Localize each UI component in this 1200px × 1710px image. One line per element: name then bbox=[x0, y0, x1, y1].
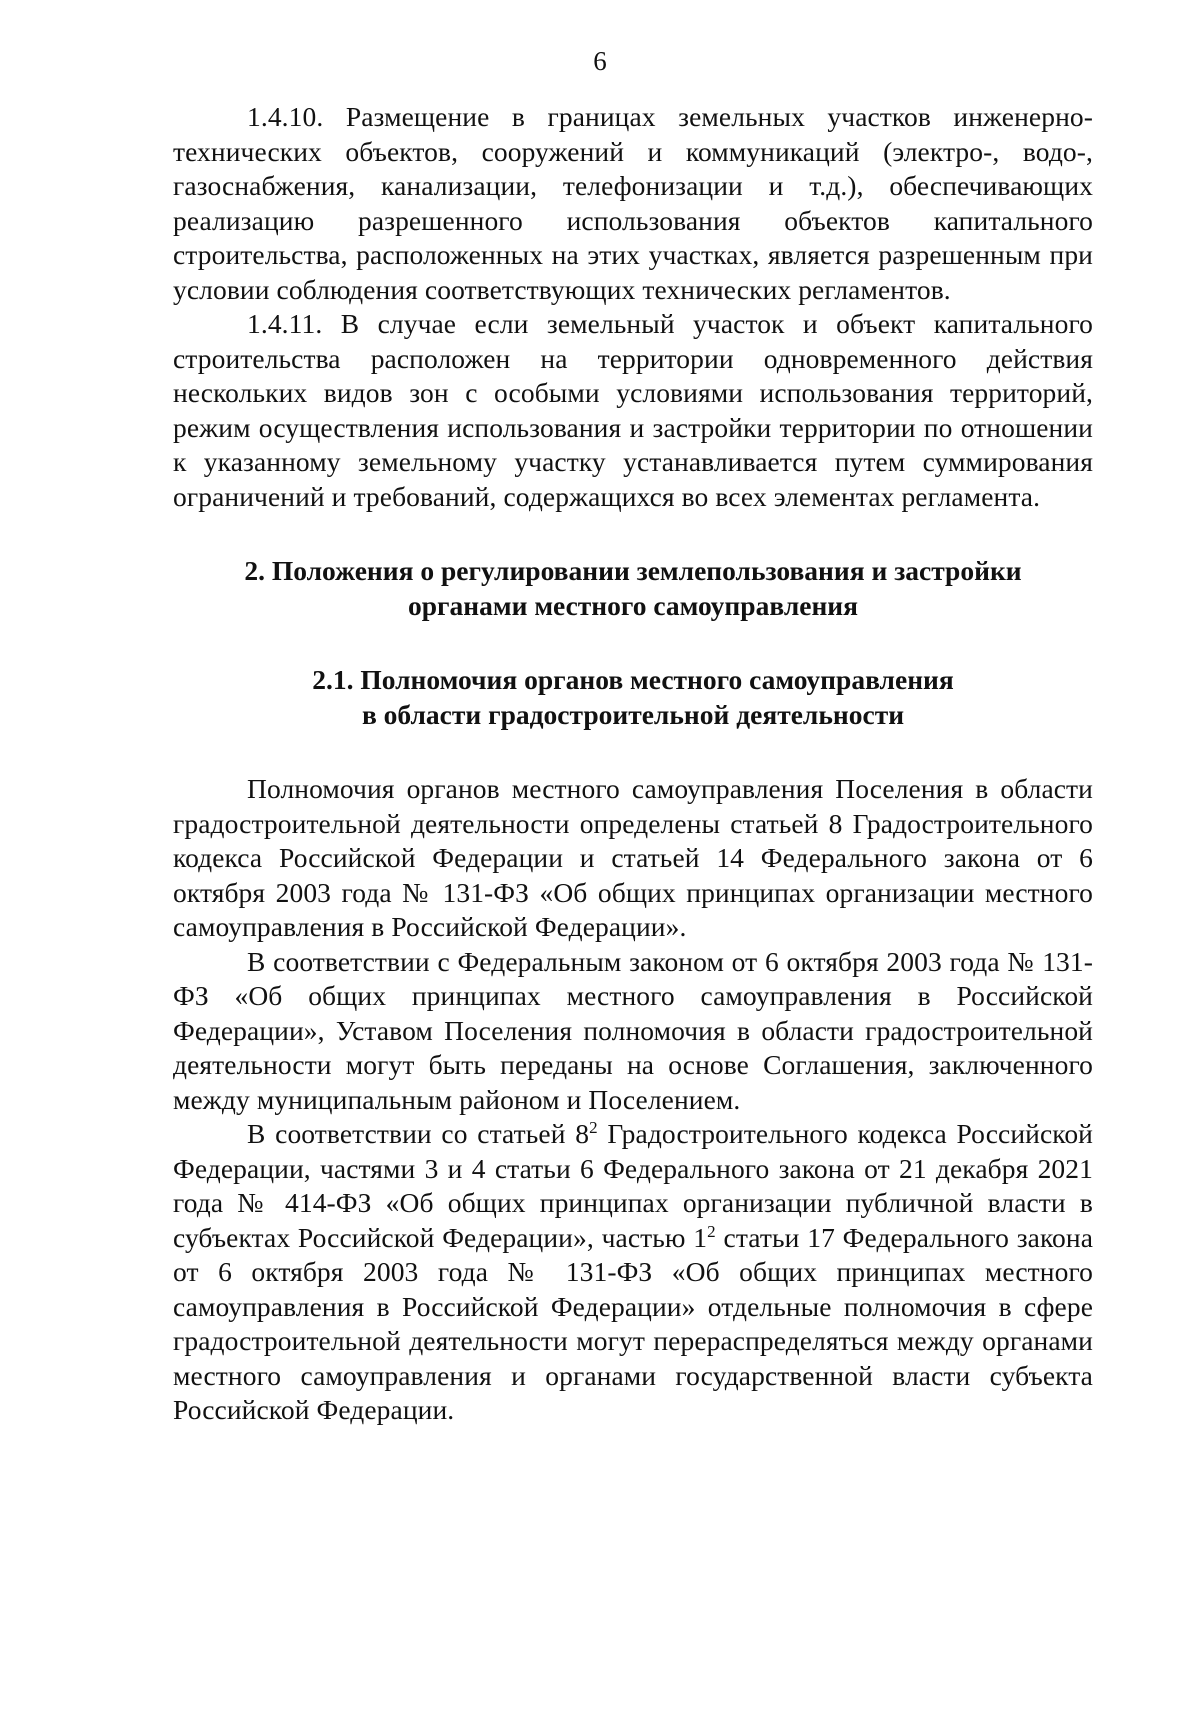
paragraph-1-4-10: 1.4.10. Размещение в границах земельных участков инженерно-технических объектов, сооружений и коммуникаций (электро-, водо-, газоснабжения, канализации, телефонизации и т.д.), обеспечивающих реализацию разрешенного использования объектов капитального строительства, расположенных на этих участках, является разрешенным при условии соблюдения соответствующих технических регламентов. bbox=[173, 101, 1093, 305]
superscript-2: 2 bbox=[707, 1221, 716, 1241]
section-heading-line-2: органами местного самоуправления bbox=[407, 589, 859, 621]
paragraph-powers: Полномочия органов местного самоуправления Поселения в области градостроительной деятельности определены статьей 8 Градостроительного кодекса Российской Федерации и статьей 14 Федерального закона от 6 октября 2003 года № 131-ФЗ «Об общих принципах организации местного самоуправления в Российской Федерации». bbox=[173, 773, 1093, 942]
page-number: 6 bbox=[593, 46, 607, 76]
page-content bbox=[173, 100, 1093, 1428]
redistribution-text-part-1: В соответствии со статьей 8 bbox=[247, 1118, 590, 1149]
superscript-1: 2 bbox=[589, 1117, 598, 1137]
subsection-heading-line-1: 2.1. Полномочия органов местного самоуправления bbox=[312, 664, 954, 695]
paragraph-redistribution bbox=[173, 1117, 1093, 1428]
subsection-heading-line-2: в области градостроительной деятельности bbox=[361, 698, 905, 730]
section-heading bbox=[173, 554, 1093, 623]
subsection-heading bbox=[173, 663, 1093, 732]
paragraph-1-4-11: 1.4.11. В случае если земельный участок и объект капитального строительства расположен на территории одновременного действия нескольких видов зон с особыми условиями использования территорий, режим осуществления использования и застройки территории по отношении к указанному земельному участку устанавливается путем суммирования ограничений и требований, содержащихся во всех элементах регламента. bbox=[173, 308, 1093, 512]
section-heading-line-1: 2. Положения о регулировании землепользования и застройки bbox=[244, 555, 1022, 586]
redistribution-text-part-3: статьи 17 Федерального закона от 6 октября 2003 года № 131-ФЗ «Об общих принципах местного самоуправления в Российской Федерации» отдельные полномочия в сфере градостроительной деятельности могут перераспределяться между органами местного самоуправления и органами государственной власти субъекта Российской Федерации. bbox=[173, 1221, 1093, 1425]
paragraph-transfer: В соответствии с Федеральным законом от 6 октября 2003 года № 131-ФЗ «Об общих принципах местного самоуправления в Российской Федерации», Уставом Поселения полномочия в области градостроительной деятельности могут быть переданы на основе Соглашения, заключенного между муниципальным районом и Поселением. bbox=[173, 945, 1093, 1115]
redistribution-text-part-2: Градостроительного кодекса Российской Федерации, частями 3 и 4 статьи 6 Федерального закона от 21 декабря 2021 года № 414-ФЗ «Об общих принципах организации публичной власти в субъектах Российской Федерации», частью 1 bbox=[173, 1118, 1094, 1253]
